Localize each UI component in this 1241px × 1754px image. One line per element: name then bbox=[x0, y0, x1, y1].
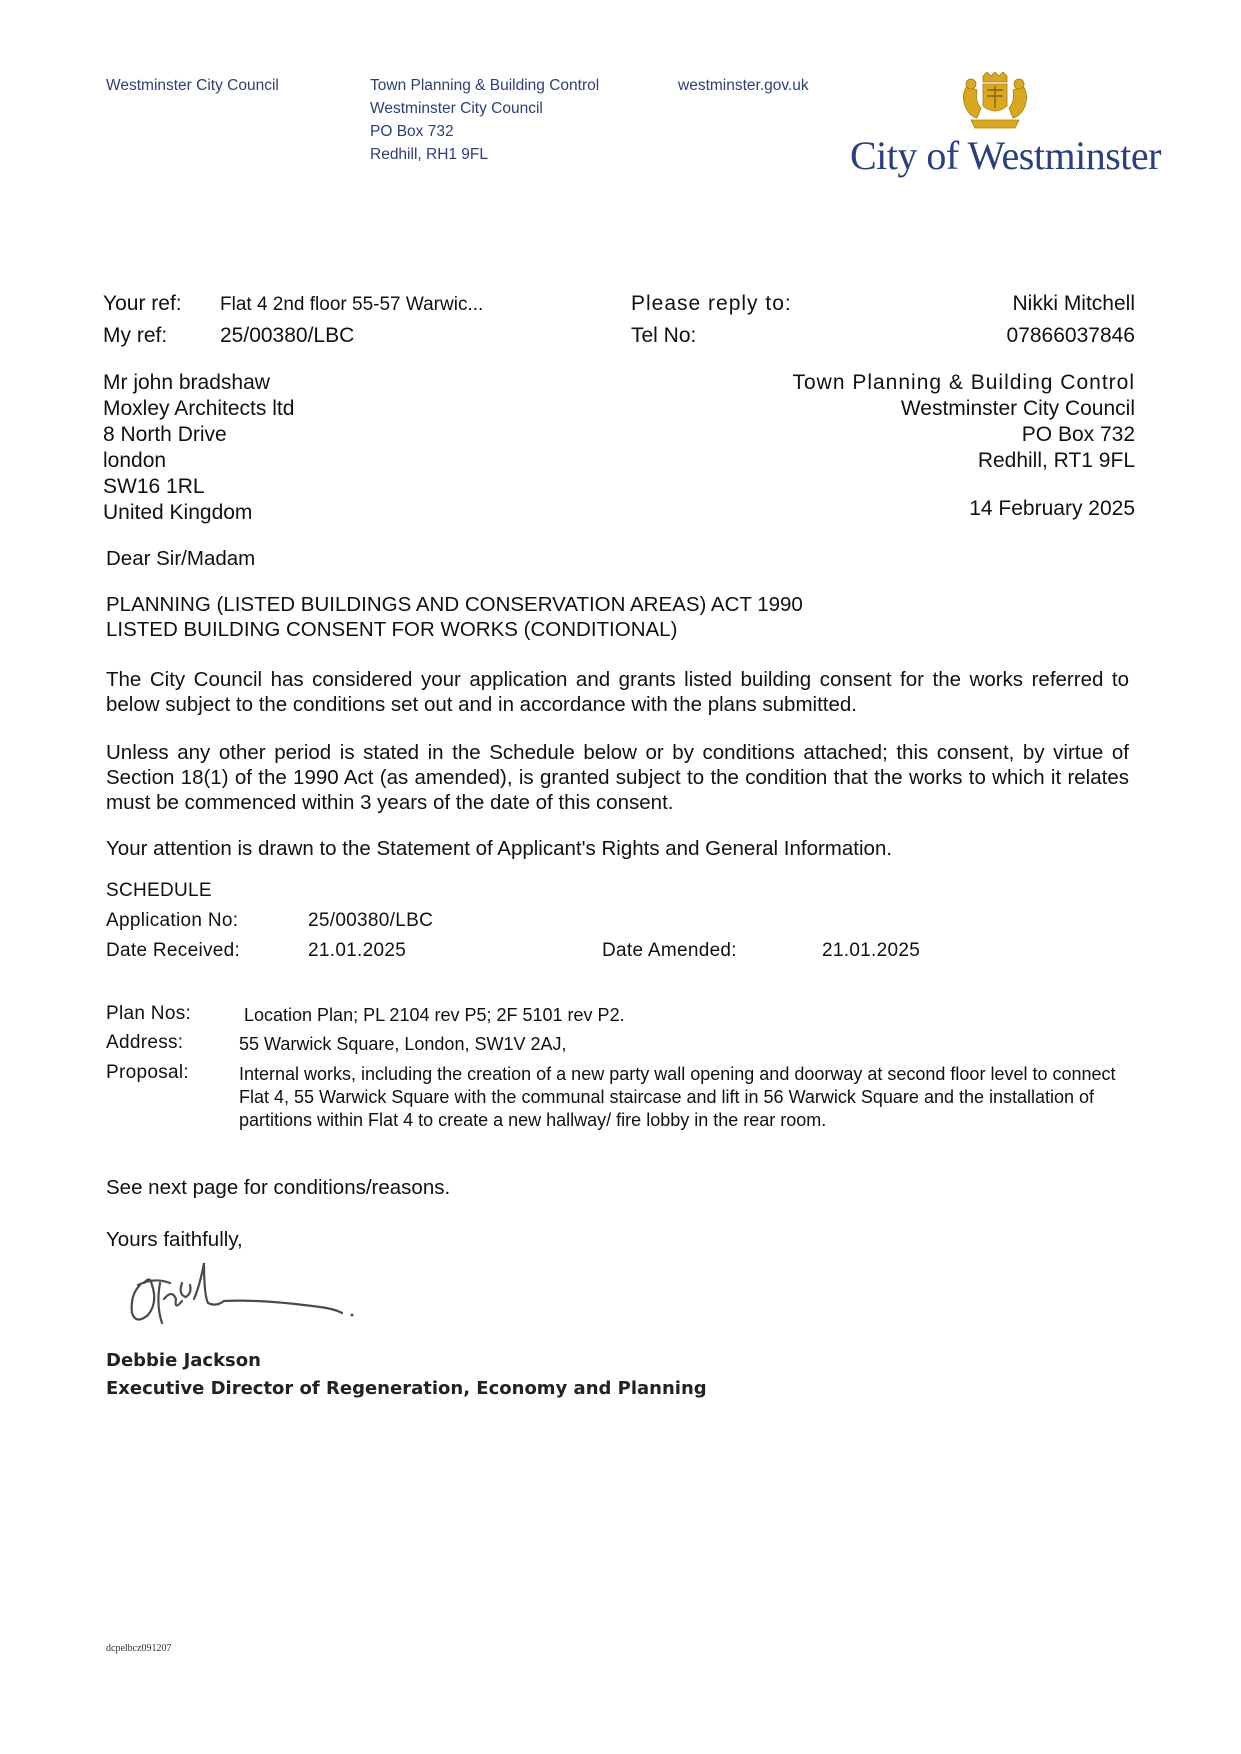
recipient-line: Moxley Architects ltd bbox=[103, 397, 295, 420]
address-value: 55 Warwick Square, London, SW1V 2AJ, bbox=[239, 1034, 567, 1054]
my-ref-value: 25/00380/LBC bbox=[220, 324, 355, 347]
recipient-line: 8 North Drive bbox=[103, 423, 227, 446]
paragraph-consent: The City Council has considered your application and grants listed building consent for the works referred to below subject to the conditions set out and in accordance with the plans submitted. bbox=[106, 668, 1129, 716]
letter-date: 14 February 2025 bbox=[969, 497, 1135, 520]
sender-line: PO Box 732 bbox=[1021, 423, 1135, 446]
sender-line: Town Planning & Building Control bbox=[792, 371, 1135, 394]
proposal-label: Proposal: bbox=[106, 1062, 189, 1083]
recipient-line: United Kingdom bbox=[103, 501, 253, 524]
date-received-value: 21.01.2025 bbox=[308, 940, 407, 961]
dept-line: Town Planning & Building Control bbox=[370, 77, 600, 94]
next-page-note: See next page for conditions/reasons. bbox=[106, 1176, 451, 1199]
application-no-value: 25/00380/LBC bbox=[308, 910, 434, 931]
recipient-line: london bbox=[103, 449, 167, 472]
act-heading bbox=[106, 592, 803, 642]
dept-line: Redhill, RH1 9FL bbox=[370, 146, 489, 163]
department-address bbox=[370, 74, 599, 166]
document-code: dcpelbcz091207 bbox=[106, 1643, 172, 1654]
signature-icon bbox=[120, 1255, 370, 1340]
salutation: Dear Sir/Madam bbox=[106, 547, 256, 570]
signatory-title: Executive Director of Regeneration, Economy and Planning bbox=[106, 1378, 707, 1399]
recipient-line: Mr john bradshaw bbox=[103, 371, 270, 394]
dept-line: Westminster City Council bbox=[370, 100, 543, 117]
date-amended-value: 21.01.2025 bbox=[822, 940, 921, 961]
signatory-name: Debbie Jackson bbox=[106, 1350, 261, 1371]
plan-nos-label: Plan Nos: bbox=[106, 1003, 192, 1024]
westminster-crest-icon bbox=[955, 72, 1035, 135]
sender-line: Westminster City Council bbox=[900, 397, 1135, 420]
sender-address bbox=[792, 370, 1135, 474]
closing: Yours faithfully, bbox=[106, 1228, 243, 1251]
recipient-address bbox=[103, 370, 294, 526]
application-no-label: Application No: bbox=[106, 910, 239, 931]
act-line: LISTED BUILDING CONSENT FOR WORKS (CONDITIONAL) bbox=[106, 618, 678, 641]
act-line: PLANNING (LISTED BUILDINGS AND CONSERVATION AREAS) ACT 1990 bbox=[106, 593, 803, 616]
plan-nos-value: Location Plan; PL 2104 rev P5; 2F 5101 rev P2. bbox=[244, 1005, 625, 1025]
your-ref-label: Your ref: bbox=[103, 292, 182, 315]
city-of-westminster-brand: City of Westminster bbox=[850, 133, 1161, 178]
tel-number: 07866037846 bbox=[1006, 324, 1135, 347]
proposal-value: Internal works, including the creation of a new party wall opening and doorway at second floor level to connect Flat 4, 55 Warwick Square with the communal staircase and lift in 56 Warwick Square and the installation of partitions within Flat 4 to create a new hallway/ fire lobby in the rear room. bbox=[239, 1064, 1116, 1130]
paragraph-period: Unless any other period is stated in the Schedule below or by conditions attached; this consent, by virtue of Section 18(1) of the 1990 Act (as amended), is granted subject to the condition that the works to which it relates must be commenced within 3 years of the date of this consent. bbox=[106, 741, 1129, 814]
dept-line: PO Box 732 bbox=[370, 123, 454, 140]
address-label: Address: bbox=[106, 1032, 184, 1053]
my-ref-label: My ref: bbox=[103, 324, 168, 347]
date-amended-label: Date Amended: bbox=[602, 940, 737, 961]
reply-to-name: Nikki Mitchell bbox=[1012, 292, 1135, 315]
website-link[interactable]: westminster.gov.uk bbox=[678, 77, 809, 94]
recipient-line: SW16 1RL bbox=[103, 475, 205, 498]
your-ref-value: Flat 4 2nd floor 55-57 Warwic... bbox=[220, 294, 484, 315]
reply-to-label: Please reply to: bbox=[631, 292, 792, 315]
council-name: Westminster City Council bbox=[106, 77, 279, 94]
tel-label: Tel No: bbox=[631, 324, 697, 347]
sender-line: Redhill, RT1 9FL bbox=[977, 449, 1135, 472]
paragraph-rights: Your attention is drawn to the Statement of Applicant's Rights and General Information. bbox=[106, 837, 893, 860]
date-received-label: Date Received: bbox=[106, 940, 241, 961]
schedule-title: SCHEDULE bbox=[106, 880, 212, 901]
